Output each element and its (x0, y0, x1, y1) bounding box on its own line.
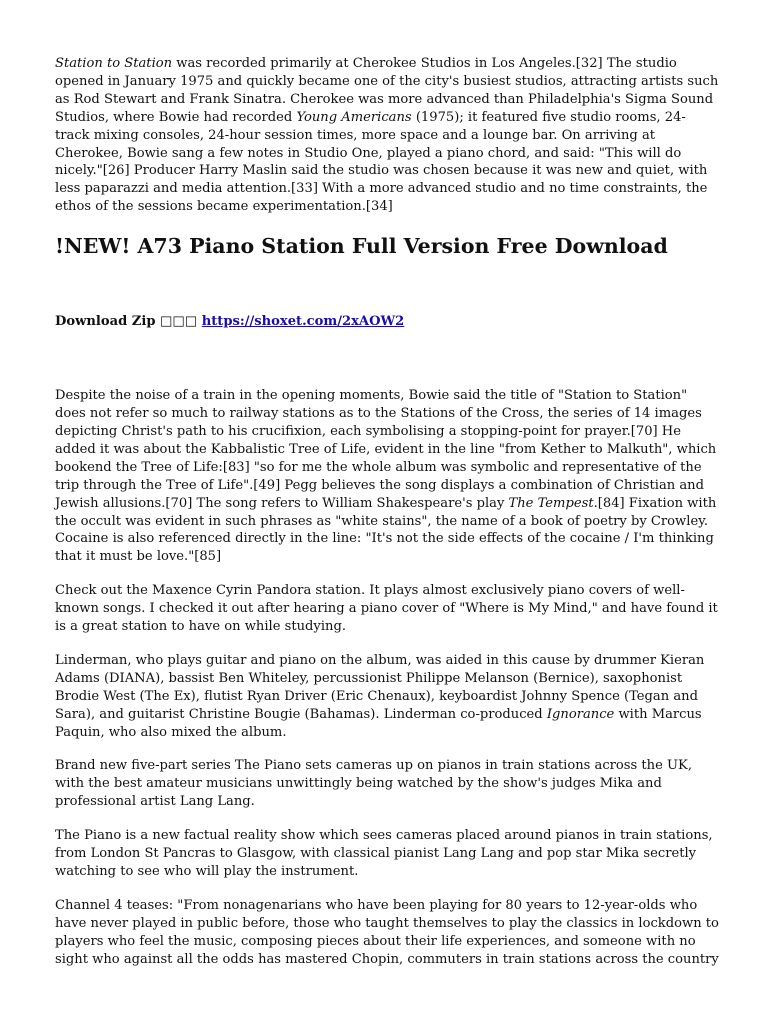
intro-paragraph (55, 55, 720, 216)
heading-wrap (55, 233, 720, 259)
paragraph-text: with Marcus Paquin, who also mixed the album. (55, 706, 702, 740)
page-heading: !NEW! A73 Piano Station Full Version Free Download (55, 234, 668, 259)
download-link[interactable]: https://shoxet.com/2xAOW2 (201, 314, 405, 330)
paragraph-piano-show: The Piano is a new factual reality show which sees cameras placed around pianos in train stations, from London St Pancras to Glasgow, with classical pianist Lang Lang and pop star Mika secretly watching to see who will play the instrument. (55, 828, 713, 879)
paragraph-piano-series: Brand new five-part series The Piano sets cameras up on pianos in train stations across the UK, with the best amateur musicians unwittingly being watched by the show's judges Mika and professional artist Lang Lang. (55, 758, 692, 810)
article-body (55, 387, 720, 968)
paragraph-channel4: Channel 4 teases: "From nonagenarians who have been playing for 80 years to 12-year-olds who have never played in public before, those who taught themselves to play the classics in lockdown to players who feel the music, composing pieces about their life experiences, and someone with no sight who against all the odds has mastered Chopin, commuters in train stations across the country (55, 897, 719, 967)
intro-text-2: (1975); it featured five studio rooms, 24-track mixing consoles, 24-hour session times, more space and a lounge bar. On arriving at Cherokee, Bowie sang a few notes in Studio One, played a piano chord, and said: "This will do nicely."[26] Producer Harry Maslin said the studio was chosen because it was new and quiet, with less paparazzi and media attention.[33] With a more advanced studio and no time constraints, the ethos of the sessions became experimentation.[34] (55, 109, 708, 215)
album-title-ignorance: Ignorance (546, 706, 615, 722)
album-title: Station to Station (55, 56, 173, 71)
paragraph-station-meaning (55, 387, 720, 566)
download-label: Download Zip (55, 314, 161, 330)
paragraph-text: .[84] Fixation with the occult was evident in such phrases as "white stains", the name of a book of poetry by Crowley. Cocaine is also referenced directly in the line: "It's not the side effects of the cocaine / I'm thinking that it must be love."[85] (55, 495, 717, 565)
paragraph-linderman (55, 652, 720, 742)
download-line (55, 313, 720, 331)
play-title: The Tempest (508, 495, 594, 511)
paragraph-pandora: Check out the Maxence Cyrin Pandora station. It plays almost exclusively piano covers of well-known songs. I checked it out after hearing a piano cover of "Where is My Mind," and have found it is a great station to have on while studying. (55, 583, 718, 635)
intro-text-1: was recorded primarily at Cherokee Studios in Los Angeles.[32] The studio opened in January 1975 and quickly became one of the city's busiest studios, attracting artists such as Rod Stewart and Frank Sinatra. Cherokee was more advanced than Philadelphia's Sigma Sound Studios, where Bowie had recorded (55, 56, 719, 125)
document-page (55, 55, 720, 969)
download-arrow-icon: □□□ (160, 314, 202, 330)
album-title-young-americans: Young Americans (296, 109, 412, 125)
paragraph-text: Despite the noise of a train in the opening moments, Bowie said the title of "Station to Station" does not refer so much to railway stations as to the Stations of the Cross, the series of 14 images depicting Christ's path to his crucifixion, each symbolising a stopping-point for prayer.[70] He added it was about the Kabbalistic Tree of Life, evident in the line "from Kether to Malkuth", which bookend the Tree of Life:[83] "so for me the whole album was symbolic and representative of the trip through the Tree of Life".[49] Pegg believes the song displays a combination of Christian and Jewish allusions.[70] The song refers to William Shakespeare's play (55, 388, 717, 511)
paragraph-text: Linderman, who plays guitar and piano on the album, was aided in this cause by drummer Kieran Adams (DIANA), bassist Ben Whiteley, percussionist Philippe Melanson (Bernice), saxophonist Brodie West (The Ex), flutist Ryan Driver (Eric Chenaux), keyboardist Johnny Spence (Tegan and Sara), and guitarist Christine Bougie (Bahamas). Linderman co-produced (55, 652, 705, 722)
